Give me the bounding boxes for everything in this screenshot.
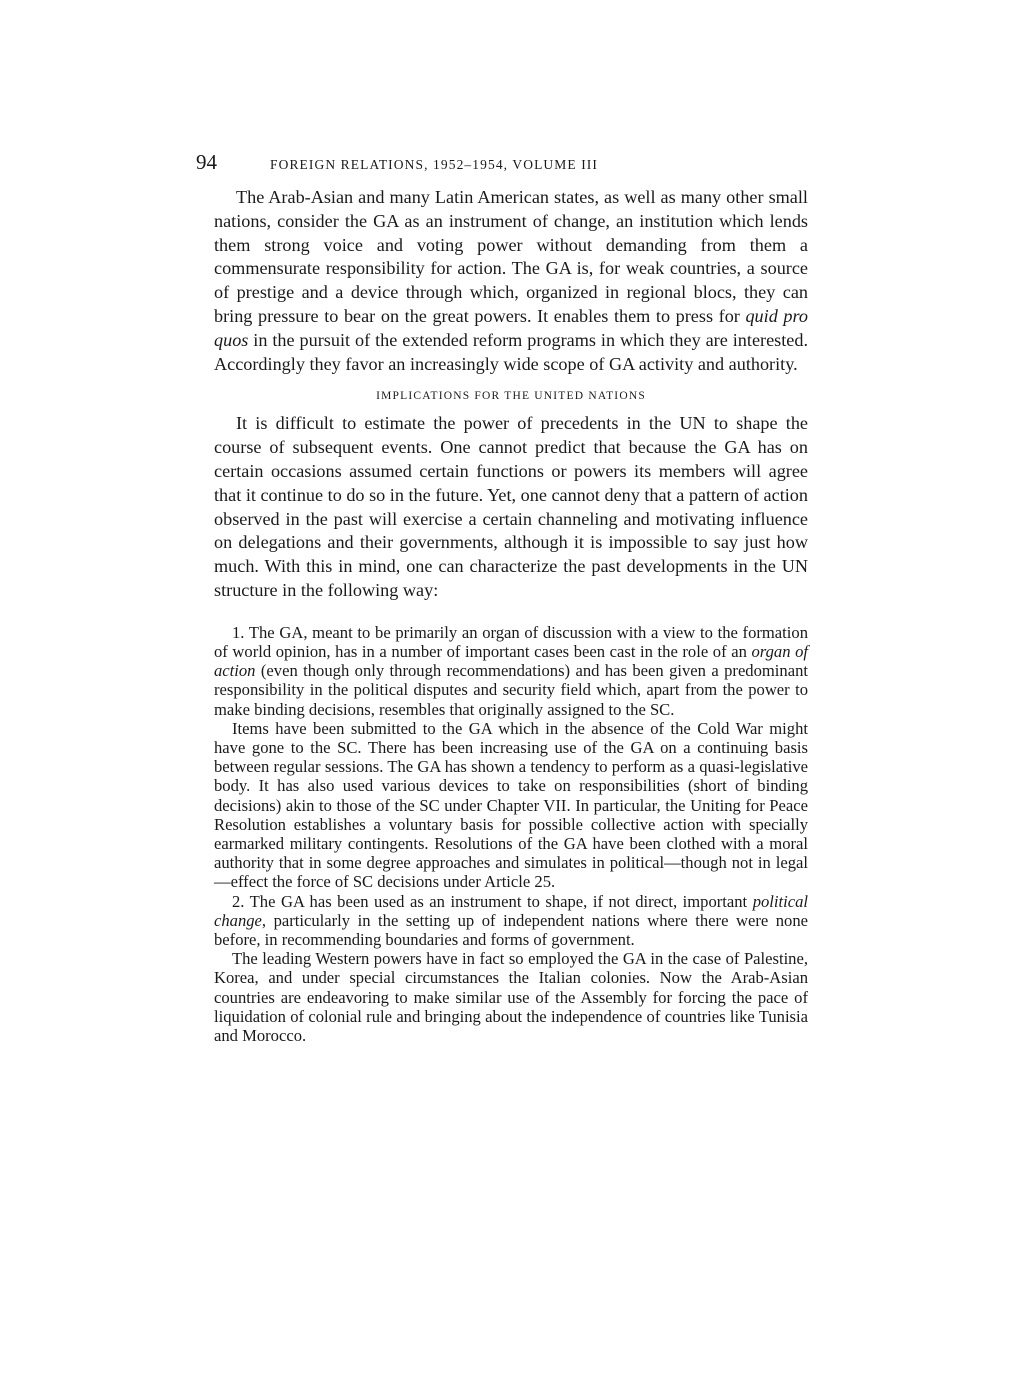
list-item-text: (even though only through recommendations) and has been given a predominant responsibility in the political disputes and security field which, apart from the power to make binding decisions, resembles that originally assigned to the SC. — [214, 661, 808, 719]
document-page — [196, 150, 808, 1046]
list-item-2 — [214, 892, 808, 950]
list-item-1 — [214, 623, 808, 719]
paragraph-text: The Arab-Asian and many Latin American states, as well as many other small nations, consider the GA as an instrument of change, an institution which lends them strong voice and voting power without demanding from them a commensurate responsibility for action. The GA is, for weak countries, a source of prestige and a device through which, organized in regional blocs, they can bring pressure to bear on the great powers. It enables them to press for — [214, 187, 808, 326]
numbered-list — [214, 623, 808, 1045]
paragraph-arab-asian-states — [214, 186, 808, 376]
page-number: 94 — [196, 150, 217, 174]
list-item-2-detail: The leading Western powers have in fact so employed the GA in the case of Palestine, Korea, and under special circumstances the Italian colonies. Now the Arab-Asian countries are endeavoring to make similar use of the Assembly for forcing the pace of liquidation of colonial rule and bringing about the independence of countries like Tunisia and Morocco. — [214, 949, 808, 1046]
italic-organ-of-action: organ of action — [214, 641, 808, 681]
paragraph-precedents: It is difficult to estimate the power of precedents in the UN to shape the course of subsequent events. One cannot predict that because the GA has on certain occasions assumed certain functions or powers its members will agree that it continue to do so in the future. Yet, one cannot deny that a pattern of action observed in the past will exercise a certain channeling and motivating influence on delegations and their governments, although it is impossible to say just how much. With this in mind, one can characterize the past developments in the UN structure in the following way: — [214, 413, 808, 600]
list-item-1-detail: Items have been submitted to the GA which in the absence of the Cold War might have gone to the SC. There has been increasing use of the GA on a continuing basis between regular sessions. The GA has shown a tendency to perform as a quasi-legislative body. It has also used various devices to take on responsibilities (short of binding decisions) akin to those of the SC under Chapter VII. In particular, the Uniting for Peace Resolution establishes a voluntary basis for possible collective action with specially earmarked military contingents. Resolutions of the GA have been clothed with a moral authority that in some degree approaches and simulates in political—though not in legal—effect the force of SC decisions under Article 25. — [214, 718, 808, 892]
running-head — [196, 150, 808, 180]
list-item-text: 2. The GA has been used as an instrument to shape, if not direct, important — [232, 891, 753, 911]
list-item-text: 1. The GA, meant to be primarily an organ of discussion with a view to the formation of world opinion, has in a number of important cases been cast in the role of an — [214, 622, 808, 661]
italic-quid-pro-quos: quid pro quos — [214, 305, 808, 350]
italic-political-change: political change — [214, 891, 808, 930]
list-item-text: , particularly in the setting up of independent nations where there were none before, in recommending boundaries and forms of government. — [214, 910, 808, 949]
paragraph-text: in the pursuit of the extended reform programs in which they are interested. Accordingly they favor an increasingly wide scope of GA activity and authority. — [214, 329, 808, 374]
header-title: FOREIGN RELATIONS, 1952–1954, VOLUME III — [270, 157, 598, 172]
section-heading: IMPLICATIONS FOR THE UNITED NATIONS — [376, 390, 646, 403]
